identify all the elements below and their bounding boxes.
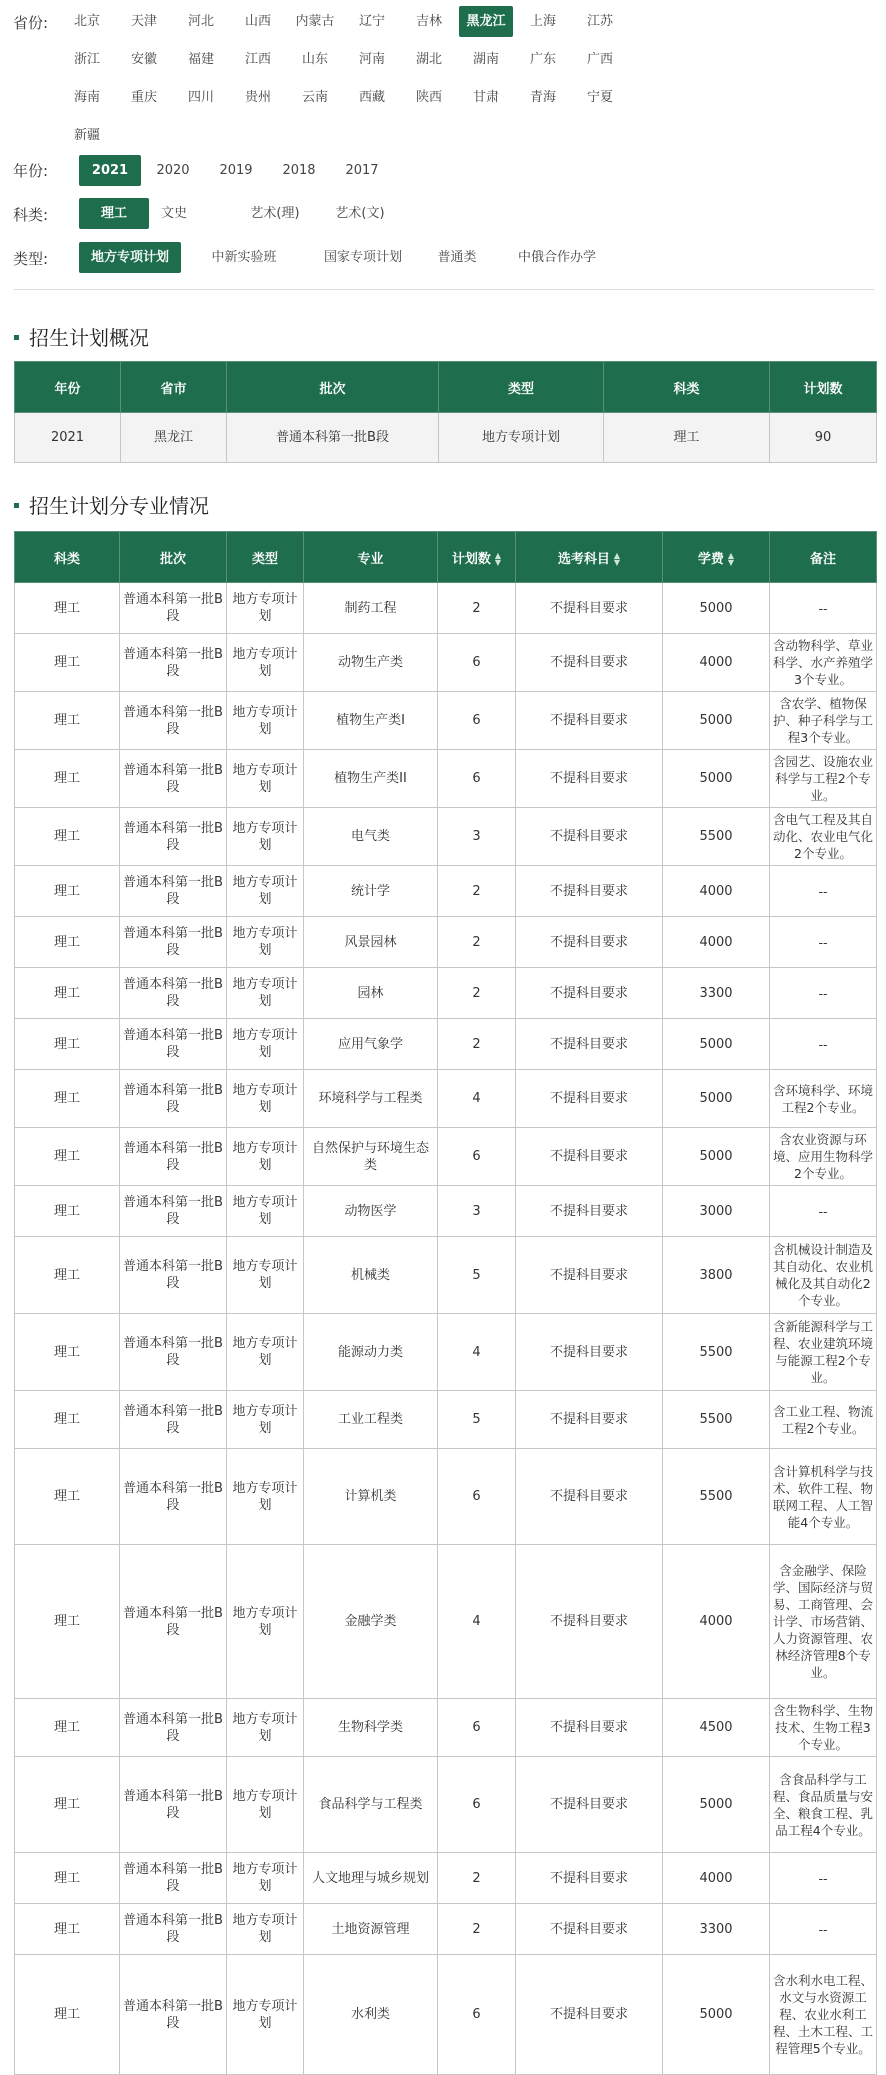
- table-cell: 3800: [663, 1237, 770, 1314]
- column-header-label: 专业: [357, 551, 384, 567]
- table-row: [15, 750, 877, 808]
- table-cell: 含工业工程、物流工程2个专业。: [770, 1391, 877, 1449]
- table-cell: 普通本科第一批B段: [120, 1070, 227, 1128]
- table-cell: 统计学: [304, 866, 438, 917]
- province-option[interactable]: 陕西: [415, 90, 442, 105]
- table-cell: 4000: [663, 917, 770, 968]
- table-cell: 电气类: [304, 808, 438, 866]
- table-cell: 不提科目要求: [516, 1391, 663, 1449]
- table-cell: 含水利水电工程、水文与水资源工程、农业水利工程、土木工程、工程管理5个专业。: [770, 1955, 877, 2075]
- table-cell: 不提科目要求: [516, 968, 663, 1019]
- majors-header-row: [15, 532, 877, 583]
- table-cell: 理工: [15, 1757, 120, 1853]
- table-cell: 2: [438, 968, 516, 1019]
- table-cell: 5500: [663, 808, 770, 866]
- table-cell: 5000: [663, 1128, 770, 1186]
- table-cell: 地方专项计划: [227, 583, 304, 634]
- province-option[interactable]: 甘肃: [472, 90, 499, 105]
- type-option[interactable]: 普通类: [437, 250, 477, 265]
- table-row: [15, 1391, 877, 1449]
- table-cell: 不提科目要求: [516, 1070, 663, 1128]
- table-cell: 含金融学、保险学、国际经济与贸易、工商管理、会计学、市场营销、人力资源管理、农林经济管理8个专业。: [770, 1545, 877, 1699]
- table-row: [15, 413, 877, 463]
- column-header-label: 计划数: [451, 551, 491, 567]
- table-cell: 理工: [15, 968, 120, 1019]
- province-option[interactable]: 吉林: [415, 14, 442, 29]
- table-cell: 不提科目要求: [516, 692, 663, 750]
- table-cell: 不提科目要求: [516, 634, 663, 692]
- table-cell: 2: [438, 917, 516, 968]
- column-header-label: 备注: [809, 551, 836, 567]
- table-cell: 理工: [15, 1391, 120, 1449]
- table-cell: 地方专项计划: [227, 1070, 304, 1128]
- table-cell: 理工: [15, 583, 120, 634]
- table-cell: 5500: [663, 1314, 770, 1391]
- column-header: 年份: [15, 362, 121, 413]
- table-cell: 理工: [15, 917, 120, 968]
- province-option[interactable]: 福建: [187, 52, 214, 67]
- table-row: [15, 1699, 877, 1757]
- province-option[interactable]: 重庆: [130, 90, 157, 105]
- table-cell: 含园艺、设施农业科学与工程2个专业。: [770, 750, 877, 808]
- table-cell: 地方专项计划: [227, 1391, 304, 1449]
- table-cell: 6: [438, 750, 516, 808]
- table-cell: 风景园林: [304, 917, 438, 968]
- column-header: 省市: [121, 362, 227, 413]
- table-cell: 理工: [15, 1955, 120, 2075]
- table-cell: 地方专项计划: [227, 692, 304, 750]
- table-cell: 含动物科学、草业科学、水产养殖学3个专业。: [770, 634, 877, 692]
- table-cell: 普通本科第一批B段: [120, 1904, 227, 1955]
- province-option[interactable]: 内蒙古: [295, 14, 335, 29]
- table-cell: 不提科目要求: [516, 866, 663, 917]
- table-cell: 4000: [663, 1853, 770, 1904]
- table-cell: 理工: [15, 866, 120, 917]
- table-cell: 3: [438, 1186, 516, 1237]
- table-row: [15, 1545, 877, 1699]
- table-cell: 5000: [663, 1757, 770, 1853]
- table-cell: 2: [438, 1904, 516, 1955]
- table-cell: 普通本科第一批B段: [120, 1314, 227, 1391]
- table-cell: 普通本科第一批B段: [120, 1237, 227, 1314]
- province-option[interactable]: 西藏: [358, 90, 385, 105]
- sort-icon[interactable]: ▲ ▼: [613, 551, 621, 567]
- table-cell: 6: [438, 1757, 516, 1853]
- table-cell: 不提科目要求: [516, 1314, 663, 1391]
- table-cell: 不提科目要求: [516, 917, 663, 968]
- table-cell: 2: [438, 583, 516, 634]
- table-cell: 地方专项计划: [227, 1955, 304, 2075]
- year-label: 年份:: [13, 162, 49, 180]
- table-cell: 地方专项计划: [227, 1545, 304, 1699]
- table-cell: 理工: [15, 1019, 120, 1070]
- table-row: [15, 634, 877, 692]
- table-cell: 5500: [663, 1449, 770, 1545]
- table-cell: 普通本科第一批B段: [120, 968, 227, 1019]
- table-cell: 不提科目要求: [516, 1757, 663, 1853]
- type-label: 类型:: [13, 250, 49, 268]
- type-option[interactable]: 中新实验班: [211, 250, 277, 265]
- province-option[interactable]: 云南: [301, 90, 328, 105]
- table-cell: 5000: [663, 1019, 770, 1070]
- table-cell: 理工: [15, 1699, 120, 1757]
- table-cell: 理工: [15, 692, 120, 750]
- province-option[interactable]: 安徽: [130, 52, 157, 67]
- table-cell: 人文地理与城乡规划: [304, 1853, 438, 1904]
- province-option[interactable]: 河北: [187, 14, 214, 29]
- province-option[interactable]: 湖南: [472, 52, 499, 67]
- table-cell: 地方专项计划: [439, 413, 604, 463]
- province-option[interactable]: 北京: [73, 14, 100, 29]
- table-cell: 5500: [663, 1391, 770, 1449]
- column-header[interactable]: [663, 532, 770, 583]
- table-cell: 不提科目要求: [516, 1545, 663, 1699]
- column-header-label: 科类: [53, 551, 80, 567]
- table-cell: 不提科目要求: [516, 1186, 663, 1237]
- column-header: [304, 532, 438, 583]
- table-cell: --: [770, 968, 877, 1019]
- table-cell: 普通本科第一批B段: [120, 917, 227, 968]
- table-row: [15, 866, 877, 917]
- column-header: [770, 532, 877, 583]
- year-option[interactable]: 2019: [219, 163, 253, 178]
- table-cell: 普通本科第一批B段: [120, 1853, 227, 1904]
- table-cell: 理工: [15, 1853, 120, 1904]
- table-cell: 不提科目要求: [516, 1955, 663, 2075]
- table-cell: 4: [438, 1545, 516, 1699]
- subject-label: 科类:: [13, 206, 49, 224]
- table-cell: 不提科目要求: [516, 1699, 663, 1757]
- column-header-label: 批次: [159, 551, 186, 567]
- type-option[interactable]: 地方专项计划: [79, 242, 181, 273]
- bullet-icon: [14, 335, 19, 340]
- table-cell: --: [770, 1853, 877, 1904]
- bullet-icon: [14, 503, 19, 508]
- province-option[interactable]: 江西: [244, 52, 271, 67]
- table-cell: 不提科目要求: [516, 808, 663, 866]
- table-row: [15, 968, 877, 1019]
- table-cell: 地方专项计划: [227, 1757, 304, 1853]
- table-cell: 自然保护与环境生态类: [304, 1128, 438, 1186]
- table-cell: 环境科学与工程类: [304, 1070, 438, 1128]
- table-cell: 4500: [663, 1699, 770, 1757]
- table-cell: 90: [770, 413, 877, 463]
- subject-option[interactable]: 理工: [79, 198, 149, 229]
- table-cell: 地方专项计划: [227, 634, 304, 692]
- overview-title-text: 招生计划概况: [29, 326, 149, 350]
- table-cell: 2: [438, 1853, 516, 1904]
- majors-title-text: 招生计划分专业情况: [29, 494, 209, 518]
- table-cell: 6: [438, 1449, 516, 1545]
- table-cell: 不提科目要求: [516, 1449, 663, 1545]
- table-cell: 地方专项计划: [227, 1314, 304, 1391]
- table-cell: 普通本科第一批B段: [120, 1128, 227, 1186]
- table-cell: 普通本科第一批B段: [120, 1449, 227, 1545]
- year-option[interactable]: 2017: [345, 163, 379, 178]
- table-cell: 地方专项计划: [227, 750, 304, 808]
- table-cell: 3: [438, 808, 516, 866]
- table-cell: 地方专项计划: [227, 1128, 304, 1186]
- table-cell: 3300: [663, 968, 770, 1019]
- column-header: [120, 532, 227, 583]
- table-cell: 普通本科第一批B段: [120, 750, 227, 808]
- subject-option[interactable]: 艺术(文): [335, 206, 385, 221]
- table-cell: 4: [438, 1070, 516, 1128]
- table-cell: 6: [438, 634, 516, 692]
- province-option[interactable]: 河南: [358, 52, 385, 67]
- table-cell: 普通本科第一批B段: [120, 1757, 227, 1853]
- overview-title: [14, 322, 149, 351]
- province-option[interactable]: 青海: [529, 90, 556, 105]
- province-option[interactable]: 四川: [187, 90, 214, 105]
- table-cell: 含新能源科学与工程、农业建筑环境与能源工程2个专业。: [770, 1314, 877, 1391]
- table-cell: 6: [438, 1955, 516, 2075]
- overview-table: [14, 361, 877, 463]
- table-cell: 地方专项计划: [227, 1237, 304, 1314]
- table-row: [15, 1070, 877, 1128]
- province-option[interactable]: 浙江: [73, 52, 100, 67]
- province-option[interactable]: 山西: [244, 14, 271, 29]
- table-cell: 植物生产类II: [304, 750, 438, 808]
- table-cell: 6: [438, 1699, 516, 1757]
- column-header-label: 类型: [251, 551, 278, 567]
- table-cell: 不提科目要求: [516, 750, 663, 808]
- table-cell: --: [770, 866, 877, 917]
- table-cell: 含机械设计制造及其自动化、农业机械化及其自动化2个专业。: [770, 1237, 877, 1314]
- year-option[interactable]: 2018: [282, 163, 316, 178]
- table-cell: 5000: [663, 750, 770, 808]
- table-cell: 4000: [663, 866, 770, 917]
- province-option[interactable]: 海南: [73, 90, 100, 105]
- table-cell: 黑龙江: [121, 413, 227, 463]
- table-cell: 普通本科第一批B段: [120, 1186, 227, 1237]
- table-cell: 工业工程类: [304, 1391, 438, 1449]
- table-row: [15, 1186, 877, 1237]
- province-option[interactable]: 贵州: [244, 90, 271, 105]
- table-cell: 普通本科第一批B段: [120, 692, 227, 750]
- majors-table: [14, 531, 877, 2075]
- table-cell: 不提科目要求: [516, 1019, 663, 1070]
- table-cell: 3000: [663, 1186, 770, 1237]
- province-option[interactable]: 新疆: [73, 128, 100, 143]
- column-header: [227, 532, 304, 583]
- table-cell: 理工: [15, 634, 120, 692]
- table-row: [15, 1237, 877, 1314]
- table-cell: 2021: [15, 413, 121, 463]
- province-option[interactable]: 上海: [529, 14, 556, 29]
- table-cell: 地方专项计划: [227, 917, 304, 968]
- table-cell: --: [770, 583, 877, 634]
- province-option[interactable]: 天津: [130, 14, 157, 29]
- divider: [14, 289, 874, 290]
- table-cell: 5000: [663, 583, 770, 634]
- table-cell: --: [770, 1904, 877, 1955]
- table-cell: 含环境科学、环境工程2个专业。: [770, 1070, 877, 1128]
- table-row: [15, 1449, 877, 1545]
- table-cell: 地方专项计划: [227, 1019, 304, 1070]
- table-cell: 地方专项计划: [227, 1449, 304, 1545]
- table-cell: 5: [438, 1391, 516, 1449]
- table-cell: 普通本科第一批B段: [120, 634, 227, 692]
- column-header[interactable]: [438, 532, 516, 583]
- table-cell: 理工: [15, 1070, 120, 1128]
- table-cell: 地方专项计划: [227, 1904, 304, 1955]
- table-cell: 普通本科第一批B段: [227, 413, 439, 463]
- table-cell: 理工: [15, 1904, 120, 1955]
- table-cell: 计算机类: [304, 1449, 438, 1545]
- table-cell: 食品科学与工程类: [304, 1757, 438, 1853]
- table-cell: 4000: [663, 634, 770, 692]
- table-cell: 理工: [15, 1237, 120, 1314]
- table-cell: 地方专项计划: [227, 968, 304, 1019]
- table-cell: 地方专项计划: [227, 1186, 304, 1237]
- table-cell: 含农学、植物保护、种子科学与工程3个专业。: [770, 692, 877, 750]
- table-cell: 含食品科学与工程、食品质量与安全、粮食工程、乳品工程4个专业。: [770, 1757, 877, 1853]
- table-cell: 不提科目要求: [516, 583, 663, 634]
- table-cell: 地方专项计划: [227, 808, 304, 866]
- sort-icon[interactable]: ▲ ▼: [494, 551, 502, 567]
- column-header: 科类: [604, 362, 770, 413]
- province-option[interactable]: 江苏: [586, 14, 613, 29]
- column-header-label: 选考科目: [557, 551, 610, 567]
- province-option[interactable]: 广东: [529, 52, 556, 67]
- table-cell: 6: [438, 1128, 516, 1186]
- table-cell: 园林: [304, 968, 438, 1019]
- table-row: [15, 1955, 877, 2075]
- table-cell: 含生物科学、生物技术、生物工程3个专业。: [770, 1699, 877, 1757]
- table-cell: 生物科学类: [304, 1699, 438, 1757]
- table-cell: 4000: [663, 1545, 770, 1699]
- table-cell: 5000: [663, 1070, 770, 1128]
- column-header: 类型: [439, 362, 604, 413]
- table-row: [15, 583, 877, 634]
- table-cell: 能源动力类: [304, 1314, 438, 1391]
- table-cell: --: [770, 917, 877, 968]
- table-cell: 2: [438, 866, 516, 917]
- majors-title: [14, 490, 209, 519]
- table-cell: 机械类: [304, 1237, 438, 1314]
- subject-option[interactable]: 艺术(理): [250, 206, 300, 221]
- table-cell: 理工: [15, 1449, 120, 1545]
- table-cell: 5: [438, 1237, 516, 1314]
- table-row: [15, 808, 877, 866]
- year-option[interactable]: 2021: [79, 155, 141, 186]
- sort-icon[interactable]: ▲ ▼: [727, 551, 735, 567]
- province-option[interactable]: 宁夏: [586, 90, 613, 105]
- table-cell: 理工: [15, 1314, 120, 1391]
- table-cell: 普通本科第一批B段: [120, 1391, 227, 1449]
- overview-header-row: [15, 362, 877, 413]
- table-cell: 普通本科第一批B段: [120, 1019, 227, 1070]
- province-option[interactable]: 山东: [301, 52, 328, 67]
- table-cell: 理工: [15, 1186, 120, 1237]
- table-row: [15, 1128, 877, 1186]
- table-cell: 5000: [663, 692, 770, 750]
- table-cell: --: [770, 1186, 877, 1237]
- table-row: [15, 1314, 877, 1391]
- column-header: 计划数: [770, 362, 877, 413]
- column-header-label: 学费: [697, 551, 724, 567]
- column-header[interactable]: [516, 532, 663, 583]
- table-cell: 含农业资源与环境、应用生物科学2个专业。: [770, 1128, 877, 1186]
- table-cell: 不提科目要求: [516, 1128, 663, 1186]
- table-cell: 普通本科第一批B段: [120, 866, 227, 917]
- table-cell: 理工: [604, 413, 770, 463]
- table-cell: 普通本科第一批B段: [120, 1545, 227, 1699]
- year-option[interactable]: 2020: [156, 163, 190, 178]
- table-cell: 地方专项计划: [227, 1699, 304, 1757]
- table-cell: 植物生产类I: [304, 692, 438, 750]
- table-cell: 理工: [15, 808, 120, 866]
- table-cell: 水利类: [304, 1955, 438, 2075]
- table-cell: 3300: [663, 1904, 770, 1955]
- table-cell: 应用气象学: [304, 1019, 438, 1070]
- table-cell: 6: [438, 692, 516, 750]
- province-option[interactable]: 广西: [586, 52, 613, 67]
- province-label: 省份:: [13, 14, 49, 32]
- table-row: [15, 917, 877, 968]
- table-cell: --: [770, 1019, 877, 1070]
- table-row: [15, 1904, 877, 1955]
- table-cell: 地方专项计划: [227, 866, 304, 917]
- table-cell: 普通本科第一批B段: [120, 583, 227, 634]
- table-cell: 2: [438, 1019, 516, 1070]
- table-cell: 理工: [15, 1545, 120, 1699]
- table-row: [15, 1019, 877, 1070]
- table-cell: 普通本科第一批B段: [120, 808, 227, 866]
- table-cell: 金融学类: [304, 1545, 438, 1699]
- table-cell: 地方专项计划: [227, 1853, 304, 1904]
- table-cell: 5000: [663, 1955, 770, 2075]
- column-header: 批次: [227, 362, 439, 413]
- table-cell: 4: [438, 1314, 516, 1391]
- filter-panel: [0, 0, 886, 290]
- table-row: [15, 692, 877, 750]
- table-cell: 不提科目要求: [516, 1853, 663, 1904]
- subject-option[interactable]: 文史: [160, 206, 187, 221]
- province-option[interactable]: 湖北: [415, 52, 442, 67]
- table-cell: 普通本科第一批B段: [120, 1955, 227, 2075]
- column-header: [15, 532, 120, 583]
- table-cell: 动物医学: [304, 1186, 438, 1237]
- table-cell: 不提科目要求: [516, 1237, 663, 1314]
- province-option[interactable]: 辽宁: [358, 14, 385, 29]
- table-cell: 理工: [15, 1128, 120, 1186]
- table-cell: 动物生产类: [304, 634, 438, 692]
- table-cell: 制药工程: [304, 583, 438, 634]
- type-option[interactable]: 国家专项计划: [323, 250, 402, 265]
- table-cell: 含电气工程及其自动化、农业电气化2个专业。: [770, 808, 877, 866]
- table-cell: 含计算机科学与技术、软件工程、物联网工程、人工智能4个专业。: [770, 1449, 877, 1545]
- table-cell: 土地资源管理: [304, 1904, 438, 1955]
- province-option[interactable]: 黑龙江: [459, 6, 513, 37]
- type-option[interactable]: 中俄合作办学: [517, 250, 596, 265]
- table-cell: 不提科目要求: [516, 1904, 663, 1955]
- table-row: [15, 1853, 877, 1904]
- table-row: [15, 1757, 877, 1853]
- table-cell: 普通本科第一批B段: [120, 1699, 227, 1757]
- table-cell: 理工: [15, 750, 120, 808]
